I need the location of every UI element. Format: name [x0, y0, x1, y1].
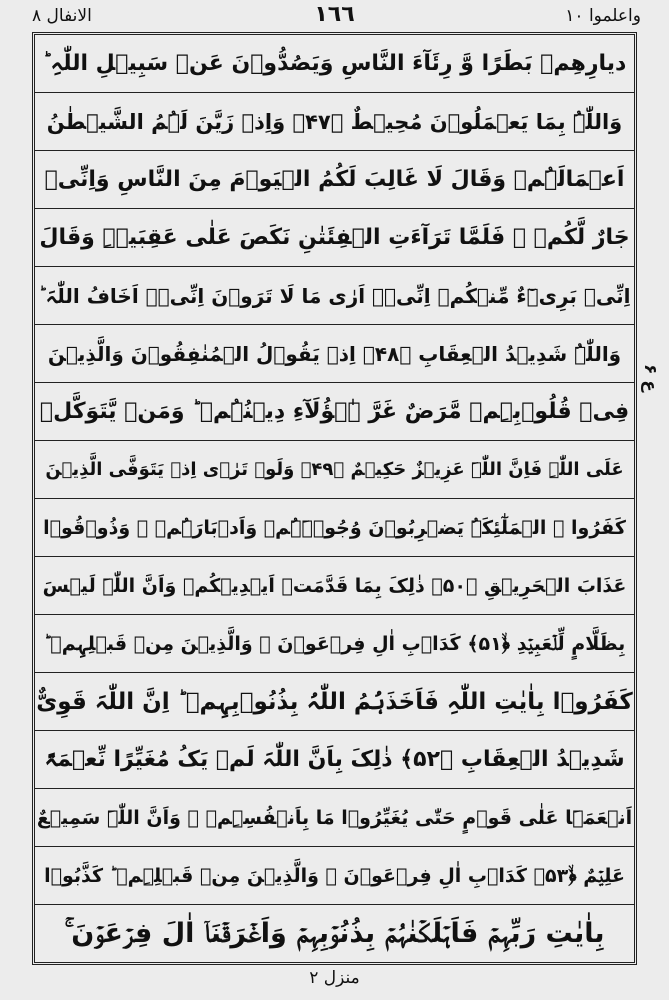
surah-name: الانفال ٨: [32, 6, 92, 26]
manzil-label: منزل ٢: [309, 968, 360, 988]
page-header: [0, 0, 669, 34]
text-frame: [32, 32, 637, 965]
verse-line: اَنۡعَمَہَا عَلٰی قَوۡمٍ حَتّٰی یُغَیِّرُوۡا مَا بِاَنۡفُسِہِمۡ ۙ وَاَنَّ اللّٰہَ سَمِیۡعٌ: [35, 789, 634, 847]
verse-line: کَفَرُوۡا بِاٰیٰتِ اللّٰہِ فَاَخَذَہُمُ اللّٰہُ بِذُنُوۡبِہِمۡ ؕ اِنَّ اللّٰہَ قَوِیٌّ: [35, 673, 634, 731]
verse-line: اَعۡمَالَہُمۡ وَقَالَ لَا غَالِبَ لَکُمُ الۡیَوۡمَ مِنَ النَّاسِ وَاِنِّیۡ: [35, 151, 634, 209]
verse-line: وَاللّٰہُ شَدِیۡدُ الۡعِقَابِ ﴿۴۸﴾ اِذۡ یَقُوۡلُ الۡمُنٰفِقُوۡنَ وَالَّذِیۡنَ: [35, 325, 634, 383]
verse-line: اِنِّیۡ بَرِیۡٓءٌ مِّنۡکُمۡ اِنِّیۡۤ اَرٰی مَا لَا تَرَوۡنَ اِنِّیۡۤ اَخَافُ اللّٰہَ ؕ: [35, 267, 634, 325]
verse-line: وَاللّٰہُ بِمَا یَعۡمَلُوۡنَ مُحِیۡطٌ ﴿۴۷﴾ وَاِذۡ زَیَّنَ لَہُمُ الشَّیۡطٰنُ: [35, 93, 634, 151]
page-number: ١٦٦: [314, 2, 355, 27]
verse-line: بِاٰیٰتِ رَبِّہِمۡ فَاَہۡلَکۡنٰہُمۡ بِذُنُوۡبِہِمۡ وَاَغۡرَقۡنَاۤ اٰلَ فِرۡعَوۡنَ ۚ: [64, 918, 605, 949]
ruku-marker: ع ۶: [640, 364, 660, 392]
verse-line: بِظَلَّامٍ لِّلۡعَبِیۡدِ ﴿ۙ۵۱﴾ کَدَاۡبِ اٰلِ فِرۡعَوۡنَ ۙ وَالَّذِیۡنَ مِنۡ قَبۡلِہِمۡ ؕ: [35, 615, 634, 673]
verse-line: کَفَرُوا ۙ الۡمَلٰٓئِکَۃُ یَضۡرِبُوۡنَ وُجُوۡہَہُمۡ وَاَدۡبَارَہُمۡ ۚ وَذُوۡقُوۡا: [35, 499, 634, 557]
verse-line: شَدِیۡدُ الۡعِقَابِ ﴿۵۲﴾ ذٰلِکَ بِاَنَّ اللّٰہَ لَمۡ یَکُ مُغَیِّرًا نِّعۡمَۃً: [35, 731, 634, 789]
verse-line: عَلِیۡمٌ ﴿ۙ۵۳﴾ کَدَاۡبِ اٰلِ فِرۡعَوۡنَ ۙ وَالَّذِیۡنَ مِنۡ قَبۡلِہِمۡ ؕ کَذَّبُوۡا: [35, 847, 634, 905]
verse-line: فِیۡ قُلُوۡبِہِمۡ مَّرَضٌ غَرَّ ہٰۤؤُلَآءِ دِیۡنُہُمۡ ؕ وَمَنۡ یَّتَوَکَّلۡ: [35, 383, 634, 441]
verse-line: دیارِھِمۡ بَطَرًا وَّ رِئَآءَ النَّاسِ وَیَصُدُّوۡنَ عَنۡ سَبِیۡلِ اللّٰہِ ؕ: [35, 35, 634, 93]
verse-line: عَلَی اللّٰہِ فَاِنَّ اللّٰہَ عَزِیۡزٌ حَکِیۡمٌ ﴿۴۹﴾ وَلَوۡ تَرٰۤی اِذۡ یَتَوَفَّی الَّذِیۡنَ: [35, 441, 634, 499]
verse-line: عَذَابَ الۡحَرِیۡقِ ﴿۵۰﴾ ذٰلِکَ بِمَا قَدَّمَتۡ اَیۡدِیۡکُمۡ وَاَنَّ اللّٰہَ لَیۡسَ: [35, 557, 634, 615]
juz-name: واعلموا ١٠: [565, 6, 641, 26]
verse-line: جَارٌ لَّکُمۡ ۚ فَلَمَّا تَرَآءَتِ الۡفِئَتٰنِ نَکَصَ عَلٰی عَقِبَیۡہِ وَقَالَ: [35, 209, 634, 267]
